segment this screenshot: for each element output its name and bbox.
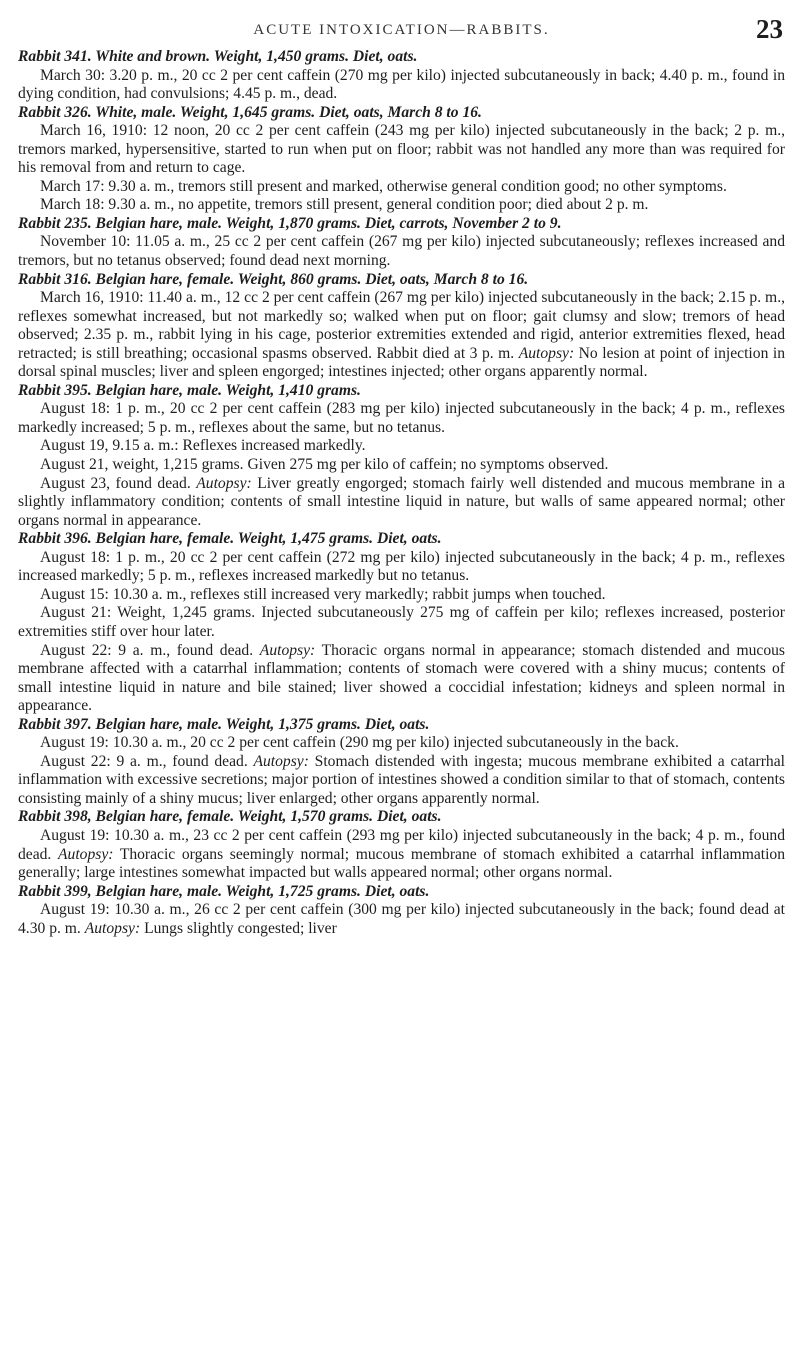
rabbit-entry-heading bbox=[18, 271, 785, 290]
paragraph-lead-text: August 22: 9 a. m., found dead. bbox=[40, 641, 254, 659]
rabbit-entry-heading bbox=[18, 530, 785, 549]
entry-paragraph bbox=[18, 734, 785, 753]
entry-heading-text: Rabbit 396. Belgian hare, female. Weight, 1,475 grams. Diet, oats. bbox=[18, 530, 442, 548]
entry-heading-text: Rabbit 395. Belgian hare, male. Weight, 1,410 grams. bbox=[18, 381, 361, 399]
paragraph-text: March 30: 3.20 p. m., 20 cc 2 per cent caffein (270 mg per kilo) injected subcutaneously in back; 4.40 p. m., found in dying condition, had convulsions; 4.45 p. m., dead. bbox=[18, 66, 785, 103]
entry-heading-text: Rabbit 399, Belgian hare, male. Weight, 1,725 grams. Diet, oats. bbox=[18, 882, 430, 900]
paragraph-text: Thoracic organs seemingly normal; mucous membrane of stomach exhibited a catarrhal inflammation generally; large intestines somewhat impacted but walls appeared normal; other organs normal. bbox=[18, 845, 785, 882]
paragraph-text: Thoracic organs normal in appearance; stomach distended and mucous membrane affected with a catarrhal inflammation; contents of stomach were covered with a shiny mucus; contents of small intestine liquid in nature and bile stained; liver showed a coccidial infestation; kidneys and spleen normal in appearance. bbox=[18, 641, 785, 715]
paragraph-text: Lungs slightly congested; liver bbox=[144, 919, 337, 937]
paragraph-text: August 18: 1 p. m., 20 cc 2 per cent caffein (283 mg per kilo) injected subcutaneously in the back; 4 p. m., reflexes markedly increased; 5 p. m., reflexes about the same, but no tetanus. bbox=[18, 400, 785, 436]
paragraph-lead-text: August 19: 10.30 a. m., 26 cc 2 per cent caffein (300 mg per kilo) injected subcutaneously in the back; found dead at 4.30 p. m. bbox=[18, 901, 785, 937]
paragraph-lead-text: August 19: 10.30 a. m., 23 cc 2 per cent caffein (293 mg per kilo) injected subcutaneously in the back; 4 p. m., found dead. bbox=[18, 826, 785, 863]
paragraph-lead-text: March 16, 1910: 11.40 a. m., 12 cc 2 per cent caffein (267 mg per kilo) injected subcutaneously in the back; 2.15 p. m., reflexes somewhat increased, but not markedly so; walked when put on floor; gait clumsy and slow; tremors of head observed; 2.35 p. m., rabbit lying in his cage, posterior extremities extended and rigid, anterior extremities flexed, head retracted; is still breathing; occasional spasms observed. Rabbit died at 3 p. m. bbox=[18, 289, 785, 362]
paragraph-lead-text: August 22: 9 a. m., found dead. bbox=[40, 752, 248, 770]
paragraph-text: No lesion at point of injection in dorsal spinal muscles; liver and spleen engorged; intestines injected; other organs apparently normal. bbox=[18, 344, 785, 381]
autopsy-label: Autopsy: bbox=[84, 919, 141, 937]
paragraph-text: August 19: 10.30 a. m., 20 cc 2 per cent caffein (290 mg per kilo) injected subcutaneously in the back. bbox=[40, 734, 679, 752]
paragraph-text: August 18: 1 p. m., 20 cc 2 per cent caffein (272 mg per kilo) injected subcutaneously in the back; 4 p. m., reflexes increased markedly; 5 p. m., reflexes increased markedly but no tetanus. bbox=[18, 548, 785, 585]
entry-heading-text: Rabbit 316. Belgian hare, female. Weight, 860 grams. Diet, oats, March 8 to 16. bbox=[18, 270, 529, 288]
entry-paragraph bbox=[18, 400, 785, 437]
paragraph-text: November 10: 11.05 a. m., 25 cc 2 per cent caffein (267 mg per kilo) injected subcutaneously; reflexes increased and tremors, but no tetanus observed; found dead next morning. bbox=[18, 233, 785, 270]
paragraph-text: March 16, 1910: 12 noon, 20 cc 2 per cent caffein (243 mg per kilo) injected subcutaneously in the back; 2 p. m., tremors marked, hypersensitive, started to run when put on floor; rabbit was not handled any more than was required for his removal from and return to cage. bbox=[18, 122, 785, 177]
entry-paragraph bbox=[18, 642, 785, 716]
entry-paragraph bbox=[18, 475, 785, 531]
entry-paragraph bbox=[18, 233, 785, 270]
paragraph-text: August 15: 10.30 a. m., reflexes still increased very markedly; rabbit jumps when touched. bbox=[40, 585, 606, 603]
rabbit-entry-heading bbox=[18, 48, 785, 67]
entry-heading-text: Rabbit 398, Belgian hare, female. Weight, 1,570 grams. Diet, oats. bbox=[18, 808, 442, 826]
rabbit-entry-heading bbox=[18, 883, 785, 902]
paragraph-text: Stomach distended with ingesta; mucous membrane exhibited a catarrhal inflammation with excessive secretions; major portion of intestines showed a condition similar to that of stomach, contents consisting mainly of a shiny mucus; liver enlarged; other organs apparently normal. bbox=[18, 752, 785, 807]
autopsy-label: Autopsy: bbox=[196, 474, 252, 492]
rabbit-entry-heading bbox=[18, 382, 785, 401]
paragraph-lead-text: August 23, found dead. bbox=[40, 474, 191, 492]
entry-paragraph bbox=[18, 586, 785, 605]
rabbit-entry-heading bbox=[18, 808, 785, 827]
rabbit-entry-heading bbox=[18, 215, 785, 234]
entry-paragraph bbox=[18, 753, 785, 809]
entry-paragraph bbox=[18, 122, 785, 178]
entry-paragraph bbox=[18, 604, 785, 641]
entry-paragraph bbox=[18, 437, 785, 456]
paragraph-text: August 21: Weight, 1,245 grams. Injected subcutaneously 275 mg of caffein per kilo; reflexes increased, posterior extremities stiff over hour later. bbox=[18, 604, 785, 640]
autopsy-label: Autopsy: bbox=[58, 845, 114, 863]
document-body bbox=[18, 48, 785, 938]
page-number: 23 bbox=[756, 14, 783, 44]
paragraph-text: Liver greatly engorged; stomach fairly well distended and mucous membrane in a slightly inflammatory condition; contents of small intestine liquid in nature, but walls of same appeared normal; other organs normal in appearance. bbox=[18, 474, 785, 529]
paragraph-text: March 17: 9.30 a. m., tremors still present and marked, otherwise general condition good; no other symptoms. bbox=[40, 177, 727, 195]
running-title: ACUTE INTOXICATION—RABBITS. bbox=[253, 22, 550, 38]
paragraph-text: August 21, weight, 1,215 grams. Given 275 mg per kilo of caffein; no symptoms observed. bbox=[40, 456, 609, 474]
rabbit-entry-heading bbox=[18, 716, 785, 735]
entry-paragraph bbox=[18, 178, 785, 197]
entry-paragraph bbox=[18, 901, 785, 938]
entry-heading-text: Rabbit 235. Belgian hare, male. Weight, 1,870 grams. Diet, carrots, November 2 to 9. bbox=[18, 214, 562, 232]
entry-paragraph bbox=[18, 289, 785, 382]
autopsy-label: Autopsy: bbox=[259, 641, 316, 659]
entry-paragraph bbox=[18, 196, 785, 215]
entry-paragraph bbox=[18, 456, 785, 475]
running-header bbox=[18, 14, 785, 48]
entry-paragraph bbox=[18, 827, 785, 883]
autopsy-label: Autopsy: bbox=[253, 752, 309, 770]
paragraph-text: August 19, 9.15 a. m.: Reflexes increased markedly. bbox=[40, 437, 366, 455]
paragraph-text: March 18: 9.30 a. m., no appetite, tremors still present, general condition poor; died about 2 p. m. bbox=[40, 196, 649, 214]
entry-paragraph bbox=[18, 67, 785, 104]
autopsy-label: Autopsy: bbox=[518, 344, 575, 362]
entry-heading-text: Rabbit 397. Belgian hare, male. Weight, 1,375 grams. Diet, oats. bbox=[18, 715, 430, 733]
entry-heading-text: Rabbit 326. White, male. Weight, 1,645 grams. Diet, oats, March 8 to 16. bbox=[18, 103, 482, 121]
rabbit-entry-heading bbox=[18, 104, 785, 123]
entry-heading-text: Rabbit 341. White and brown. Weight, 1,450 grams. Diet, oats. bbox=[18, 48, 418, 65]
entry-paragraph bbox=[18, 549, 785, 586]
